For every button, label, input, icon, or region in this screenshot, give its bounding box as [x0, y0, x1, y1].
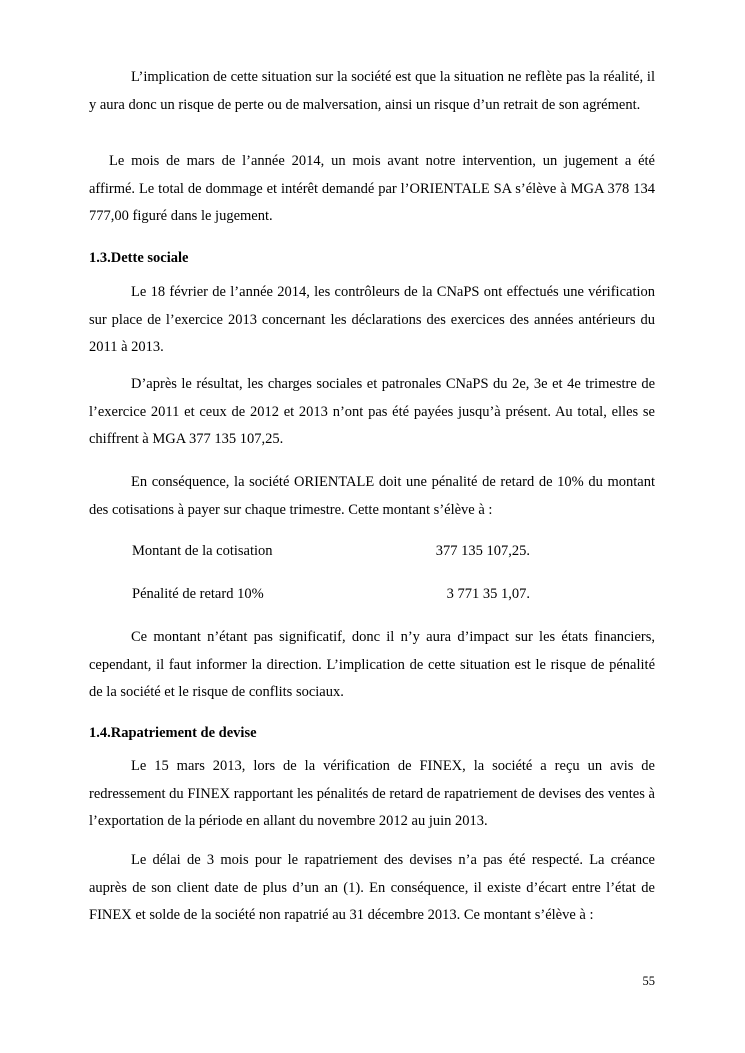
paragraph-jugement: Le mois de mars de l’année 2014, un mois avant notre intervention, un jugement a été affirmé. Le total de dommage et intérêt demandé par l’ORIENTALE SA s’élève à MGA 378 134 777,00 figuré dans le jugement.	[89, 153, 655, 224]
page-number: 55	[642, 974, 655, 988]
paragraph-charges-sociales: D’après le résultat, les charges sociales et patronales CNaPS du 2e, 3e et 4e trimestre de l’exercice 2011 et ceux de 2012 et 2013 n’ont pas été payées jusqu’à présent. Au total, elles se chiffrent à MGA 377 135 107,25.	[89, 376, 655, 447]
paragraph-finex: Le 15 mars 2013, lors de la vérification de FINEX, la société a reçu un avis de redressement du FINEX rapportant les pénalités de retard de rapatriement de devises des ventes à l’exportation de la période en allant du novembre 2012 au juin 2013.	[89, 758, 655, 829]
amount-value: 377 135 107,25.	[435, 543, 530, 559]
amount-value: 3 771 35 1,07.	[446, 586, 530, 602]
section-heading-dette-sociale: 1.3.Dette sociale	[89, 250, 189, 266]
amount-label: Montant de la cotisation	[132, 543, 273, 559]
section-heading-rapatriement: 1.4.Rapatriement de devise	[89, 725, 257, 741]
paragraph-non-significatif: Ce montant n’étant pas significatif, donc il n’y aura d’impact sur les états financiers, cependant, il faut informer la direction. L’implication de cette situation est le risque de pénalité de la société et le risque de conflits sociaux.	[89, 629, 655, 700]
paragraph-penalite: En conséquence, la société ORIENTALE doit une pénalité de retard de 10% du montant des cotisations à payer sur chaque trimestre. Cette montant s’élève à :	[89, 474, 655, 518]
paragraph-delai: Le délai de 3 mois pour le rapatriement des devises n’a pas été respecté. La créance auprès de son client date de plus d’un an (1). En conséquence, il existe d’écart entre l’état de FINEX et solde de la société non rapatrié au 31 décembre 2013. Ce montant s’élève à :	[89, 852, 655, 923]
paragraph-controle-cnaps: Le 18 février de l’année 2014, les contrôleurs de la CNaPS ont effectués une vérification sur place de l’exercice 2013 concernant les déclarations des exercices des années antérieurs du 2011 à 2013.	[89, 284, 655, 355]
paragraph-implication: L’implication de cette situation sur la société est que la situation ne reflète pas la réalité, il y aura donc un risque de perte ou de malversation, ainsi un risque d’un retrait de son agrément.	[89, 69, 655, 113]
amount-label: Pénalité de retard 10%	[132, 586, 264, 602]
